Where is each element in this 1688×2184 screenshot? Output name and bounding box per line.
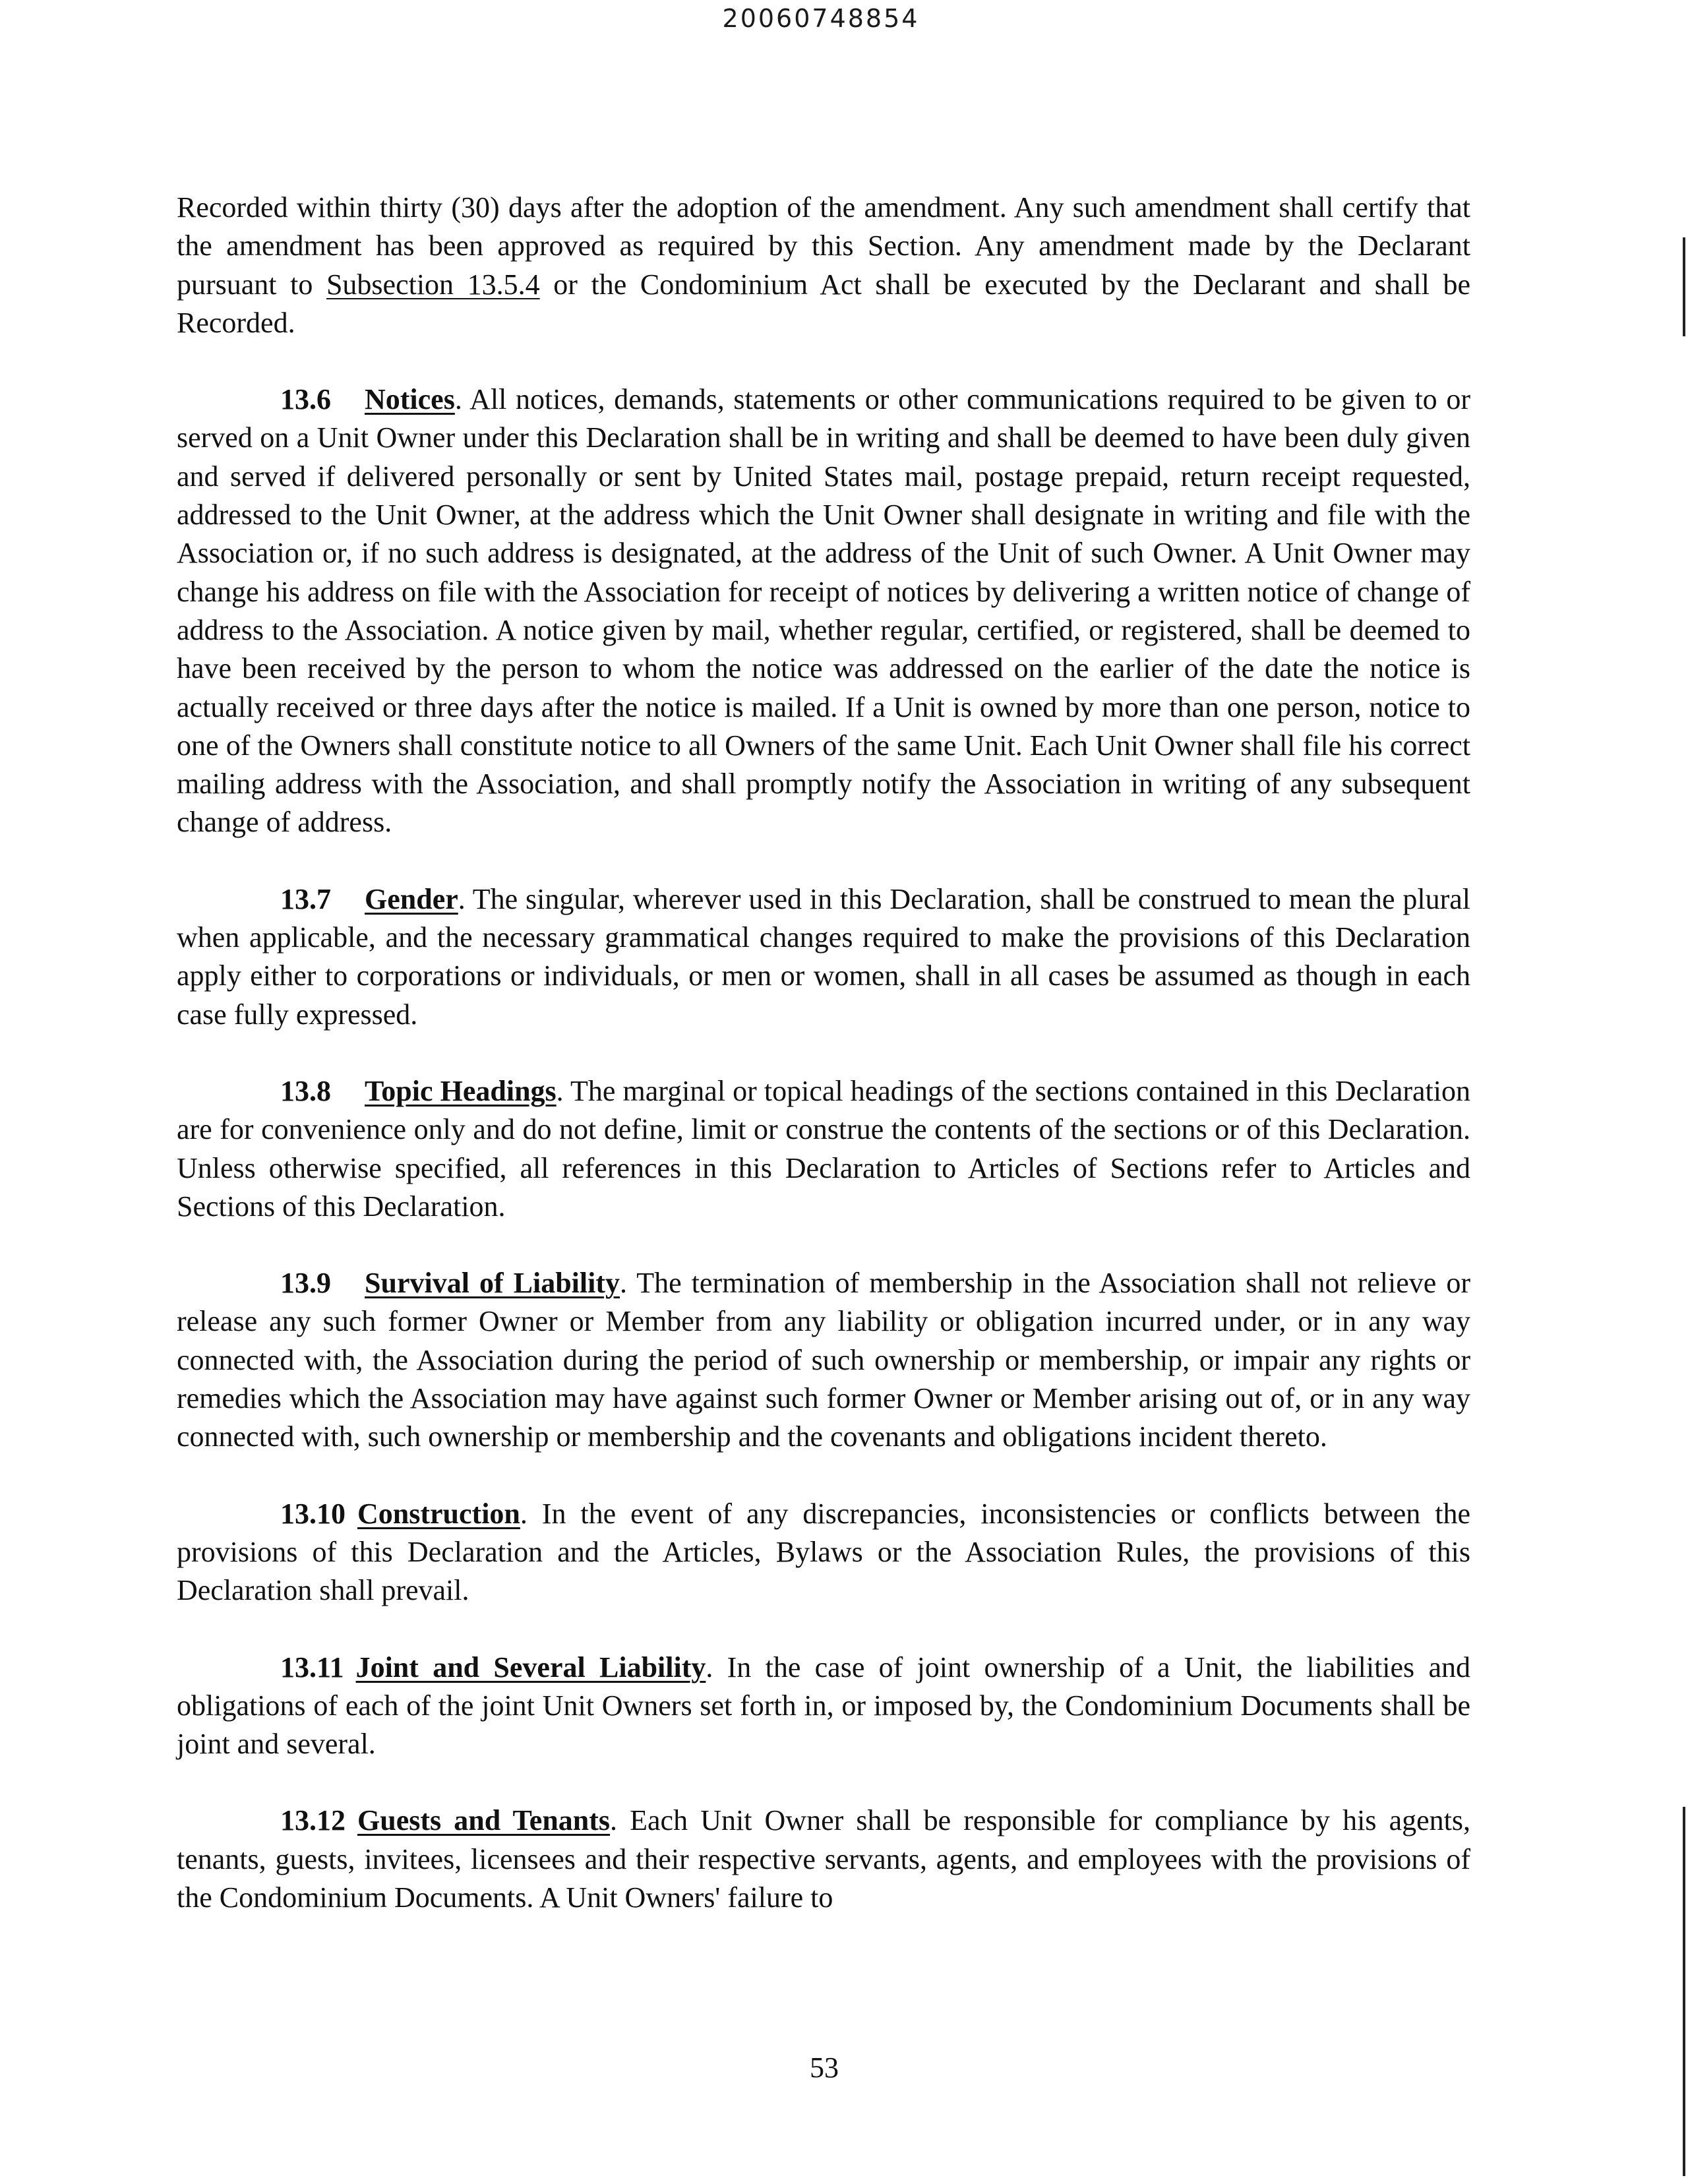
section-13-12 <box>177 1802 1470 1917</box>
section-body: . In the event of any discrepancies, inconsistencies or conflicts between the provisions of this Declaration and the Articles, Bylaws or the Association Rules, the provisions of this Declaration shall prevail. <box>177 1497 1470 1607</box>
section-13-6 <box>177 380 1470 842</box>
intro-text: Recorded within thirty (30) days after the adoption of the amendment. Any such amendment shall certify that the amendment has been approved as required by this Section. Any amendment made by the Declarant pursuant to <box>177 191 1470 301</box>
section-number: 13.11 <box>280 1651 344 1684</box>
section-title: Construction <box>357 1497 520 1530</box>
section-body: . All notices, demands, statements or other communications required to be given to or served on a Unit Owner under this Declaration shall be in writing and shall be deemed to have been duly given and served if delivered personally or sent by United States mail, postage prepaid, return receipt requested, addressed to the Unit Owner, at the address which the Unit Owner shall designate in writing and file with the Association or, if no such address is designated, at the address of the Unit of such Owner. A Unit Owner may change his address on file with the Association for receipt of notices by delivering a written notice of change of address to the Association. A notice given by mail, whether regular, certified, or registered, shall be deemed to have been received by the person to whom the notice was addressed on the earlier of the date the notice is actually received or three days after the notice is mailed. If a Unit is owned by more than one person, notice to one of the Owners shall constitute notice to all Owners of the same Unit. Each Unit Owner shall file his correct mailing address with the Association, and shall promptly notify the Association in writing of any subsequent change of address. <box>177 383 1470 839</box>
section-title: Gender <box>365 882 458 915</box>
intro-text-continued: or the Condominium Act shall be executed by the Declarant and shall be Recorded. <box>177 268 1470 339</box>
section-number: 13.12 <box>280 1804 346 1837</box>
section-title: Joint and Several Liability <box>355 1651 706 1684</box>
section-number: 13.9 <box>280 1267 331 1300</box>
section-body: . The termination of membership in the Association shall not relieve or release any such former Owner or Member from any liability or obligation incurred under, or in any way connected with, the Association during the period of such ownership or membership, or impair any rights or remedies which the Association may have against such former Owner or Member arising out of, or in any way connected with, such ownership or membership and the covenants and obligations incident thereto. <box>177 1267 1470 1453</box>
intro-paragraph <box>177 189 1470 342</box>
scan-edge-mark-top <box>1683 237 1685 336</box>
section-number: 13.8 <box>280 1074 331 1107</box>
section-number: 13.6 <box>280 383 331 416</box>
subsection-reference: Subsection 13.5.4 <box>326 268 540 301</box>
section-body: . The marginal or topical headings of the sections contained in this Declaration are for convenience only and do not define, limit or construe the contents of the sections or of this Declaration. Unless otherwise specified, all references in this Declaration to Articles of Sections refer to Articles and Sections of this Declaration. <box>177 1074 1470 1223</box>
section-13-7 <box>177 880 1470 1034</box>
section-title: Topic Headings <box>365 1074 557 1107</box>
document-number: 20060748854 <box>722 4 920 33</box>
section-13-11 <box>177 1649 1470 1764</box>
section-title: Guests and Tenants <box>357 1804 611 1837</box>
section-body: . Each Unit Owner shall be responsible for compliance by his agents, tenants, guests, invitees, licensees and their respective servants, agents, and employees with the provisions of the Condominium Documents. A Unit Owners' failure to <box>177 1804 1471 1914</box>
section-13-10 <box>177 1495 1470 1610</box>
section-13-8 <box>177 1072 1470 1226</box>
section-title: Survival of Liability <box>365 1267 620 1300</box>
section-number: 13.10 <box>280 1497 346 1530</box>
section-body: . The singular, wherever used in this Declaration, shall be construed to mean the plural when applicable, and the necessary grammatical changes required to make the provisions of this Declaration apply either to corporations or individuals, or men or women, shall in all cases be assumed as though in each case fully expressed. <box>177 882 1470 1031</box>
section-13-9 <box>177 1264 1470 1456</box>
section-body: . In the case of joint ownership of a Unit, the liabilities and obligations of each of the joint Unit Owners set forth in, or imposed by, the Condominium Documents shall be joint and several. <box>177 1651 1470 1761</box>
page-number: 53 <box>810 2051 839 2084</box>
section-number: 13.7 <box>280 882 331 915</box>
scan-edge-mark-bottom <box>1683 1807 1685 2176</box>
document-body <box>177 189 1470 1955</box>
section-title: Notices <box>365 383 455 416</box>
